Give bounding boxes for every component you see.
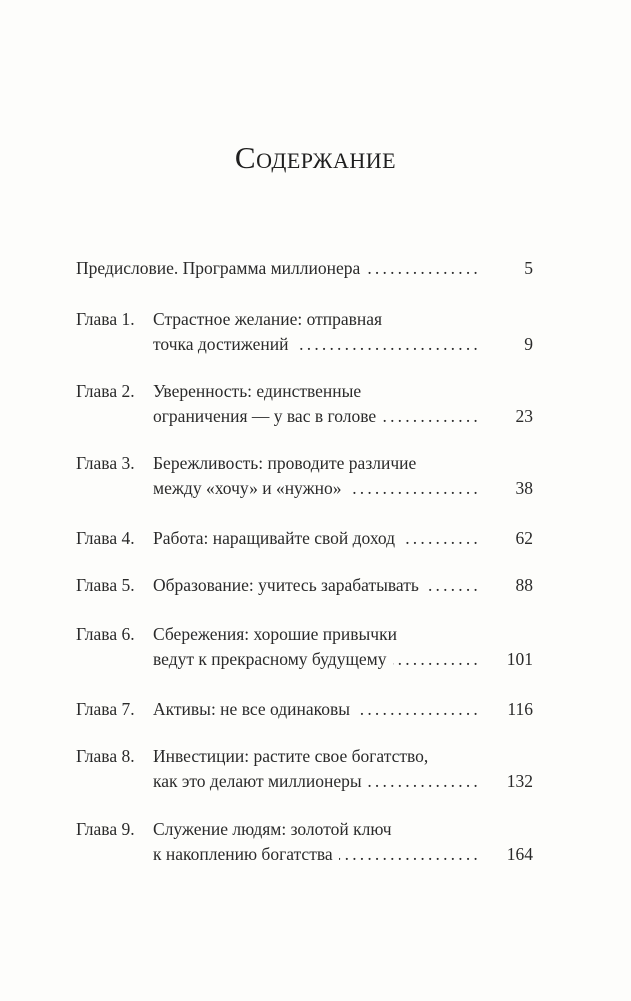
page-title: Содержание <box>234 140 397 175</box>
chapter-title-line: Активы: не все одинаковы <box>153 699 351 719</box>
chapter-label: Глава 8. <box>76 746 135 766</box>
chapter-title-line: Сбережения: хорошие привычки <box>153 624 397 644</box>
dot-leader <box>393 647 481 672</box>
page-number: 164 <box>506 844 533 864</box>
chapter-title-line: Работа: наращивайте свой доход <box>153 528 396 548</box>
chapter-title-line: Образование: учитесь зарабатывать <box>153 575 419 595</box>
chapter-title-line: Страстное желание: отправная <box>153 309 383 329</box>
chapter-title-line: Инвестиции: растите свое богатство, <box>153 746 429 766</box>
dot-leader <box>295 332 482 357</box>
toc-entry[interactable] <box>76 622 533 672</box>
chapter-label: Глава 2. <box>76 381 135 401</box>
dot-leader <box>348 476 481 501</box>
chapter-label: Глава 4. <box>76 528 135 548</box>
chapter-title-line: ограничения — у вас в голове <box>153 406 377 426</box>
chapter-label: Глава 5. <box>76 575 135 595</box>
chapter-label: Глава 7. <box>76 699 135 719</box>
chapter-label: Глава 6. <box>76 624 135 644</box>
page-number: 88 <box>515 575 533 595</box>
dot-leader <box>356 697 481 722</box>
page-number: 62 <box>515 528 533 548</box>
page-number: 101 <box>506 649 533 669</box>
toc-entry[interactable] <box>76 817 533 867</box>
dot-leader <box>339 842 481 867</box>
toc-entry[interactable] <box>76 573 533 598</box>
toc-entry[interactable] <box>76 526 533 551</box>
chapter-title-line: между «хочу» и «нужно» <box>153 478 342 498</box>
page-number: 132 <box>506 771 533 791</box>
chapter-title-line: Предисловие. Программа миллионера <box>76 258 361 278</box>
chapter-label: Глава 9. <box>76 819 135 839</box>
chapter-label: Глава 1. <box>76 309 135 329</box>
chapter-title-line: точка достижений <box>153 334 289 354</box>
toc-entry[interactable] <box>76 307 533 357</box>
dot-leader <box>401 526 481 551</box>
chapter-title-line: к накоплению богатства <box>153 844 333 864</box>
page-number: 38 <box>515 478 533 498</box>
page-number: 23 <box>515 406 533 426</box>
toc-entry[interactable] <box>76 697 533 722</box>
chapter-title-line: как это делают миллионеры <box>153 771 362 791</box>
dot-leader <box>368 769 481 794</box>
toc-entry[interactable] <box>76 256 533 281</box>
page-number: 9 <box>524 334 533 354</box>
dot-leader <box>425 573 481 598</box>
chapter-title-line: Служение людям: золотой ключ <box>153 819 392 839</box>
chapter-label: Глава 3. <box>76 453 135 473</box>
page-number: 116 <box>507 699 533 719</box>
toc-entry[interactable] <box>76 379 533 429</box>
chapter-title-line: ведут к прекрасному будущему <box>153 649 387 669</box>
dot-leader <box>366 256 481 281</box>
chapter-title-line: Бережливость: проводите различие <box>153 453 417 473</box>
toc-entry[interactable] <box>76 744 533 794</box>
toc-entry[interactable] <box>76 451 533 501</box>
chapter-title-line: Уверенность: единственные <box>153 381 362 401</box>
page-number: 5 <box>524 258 533 278</box>
dot-leader <box>382 404 481 429</box>
